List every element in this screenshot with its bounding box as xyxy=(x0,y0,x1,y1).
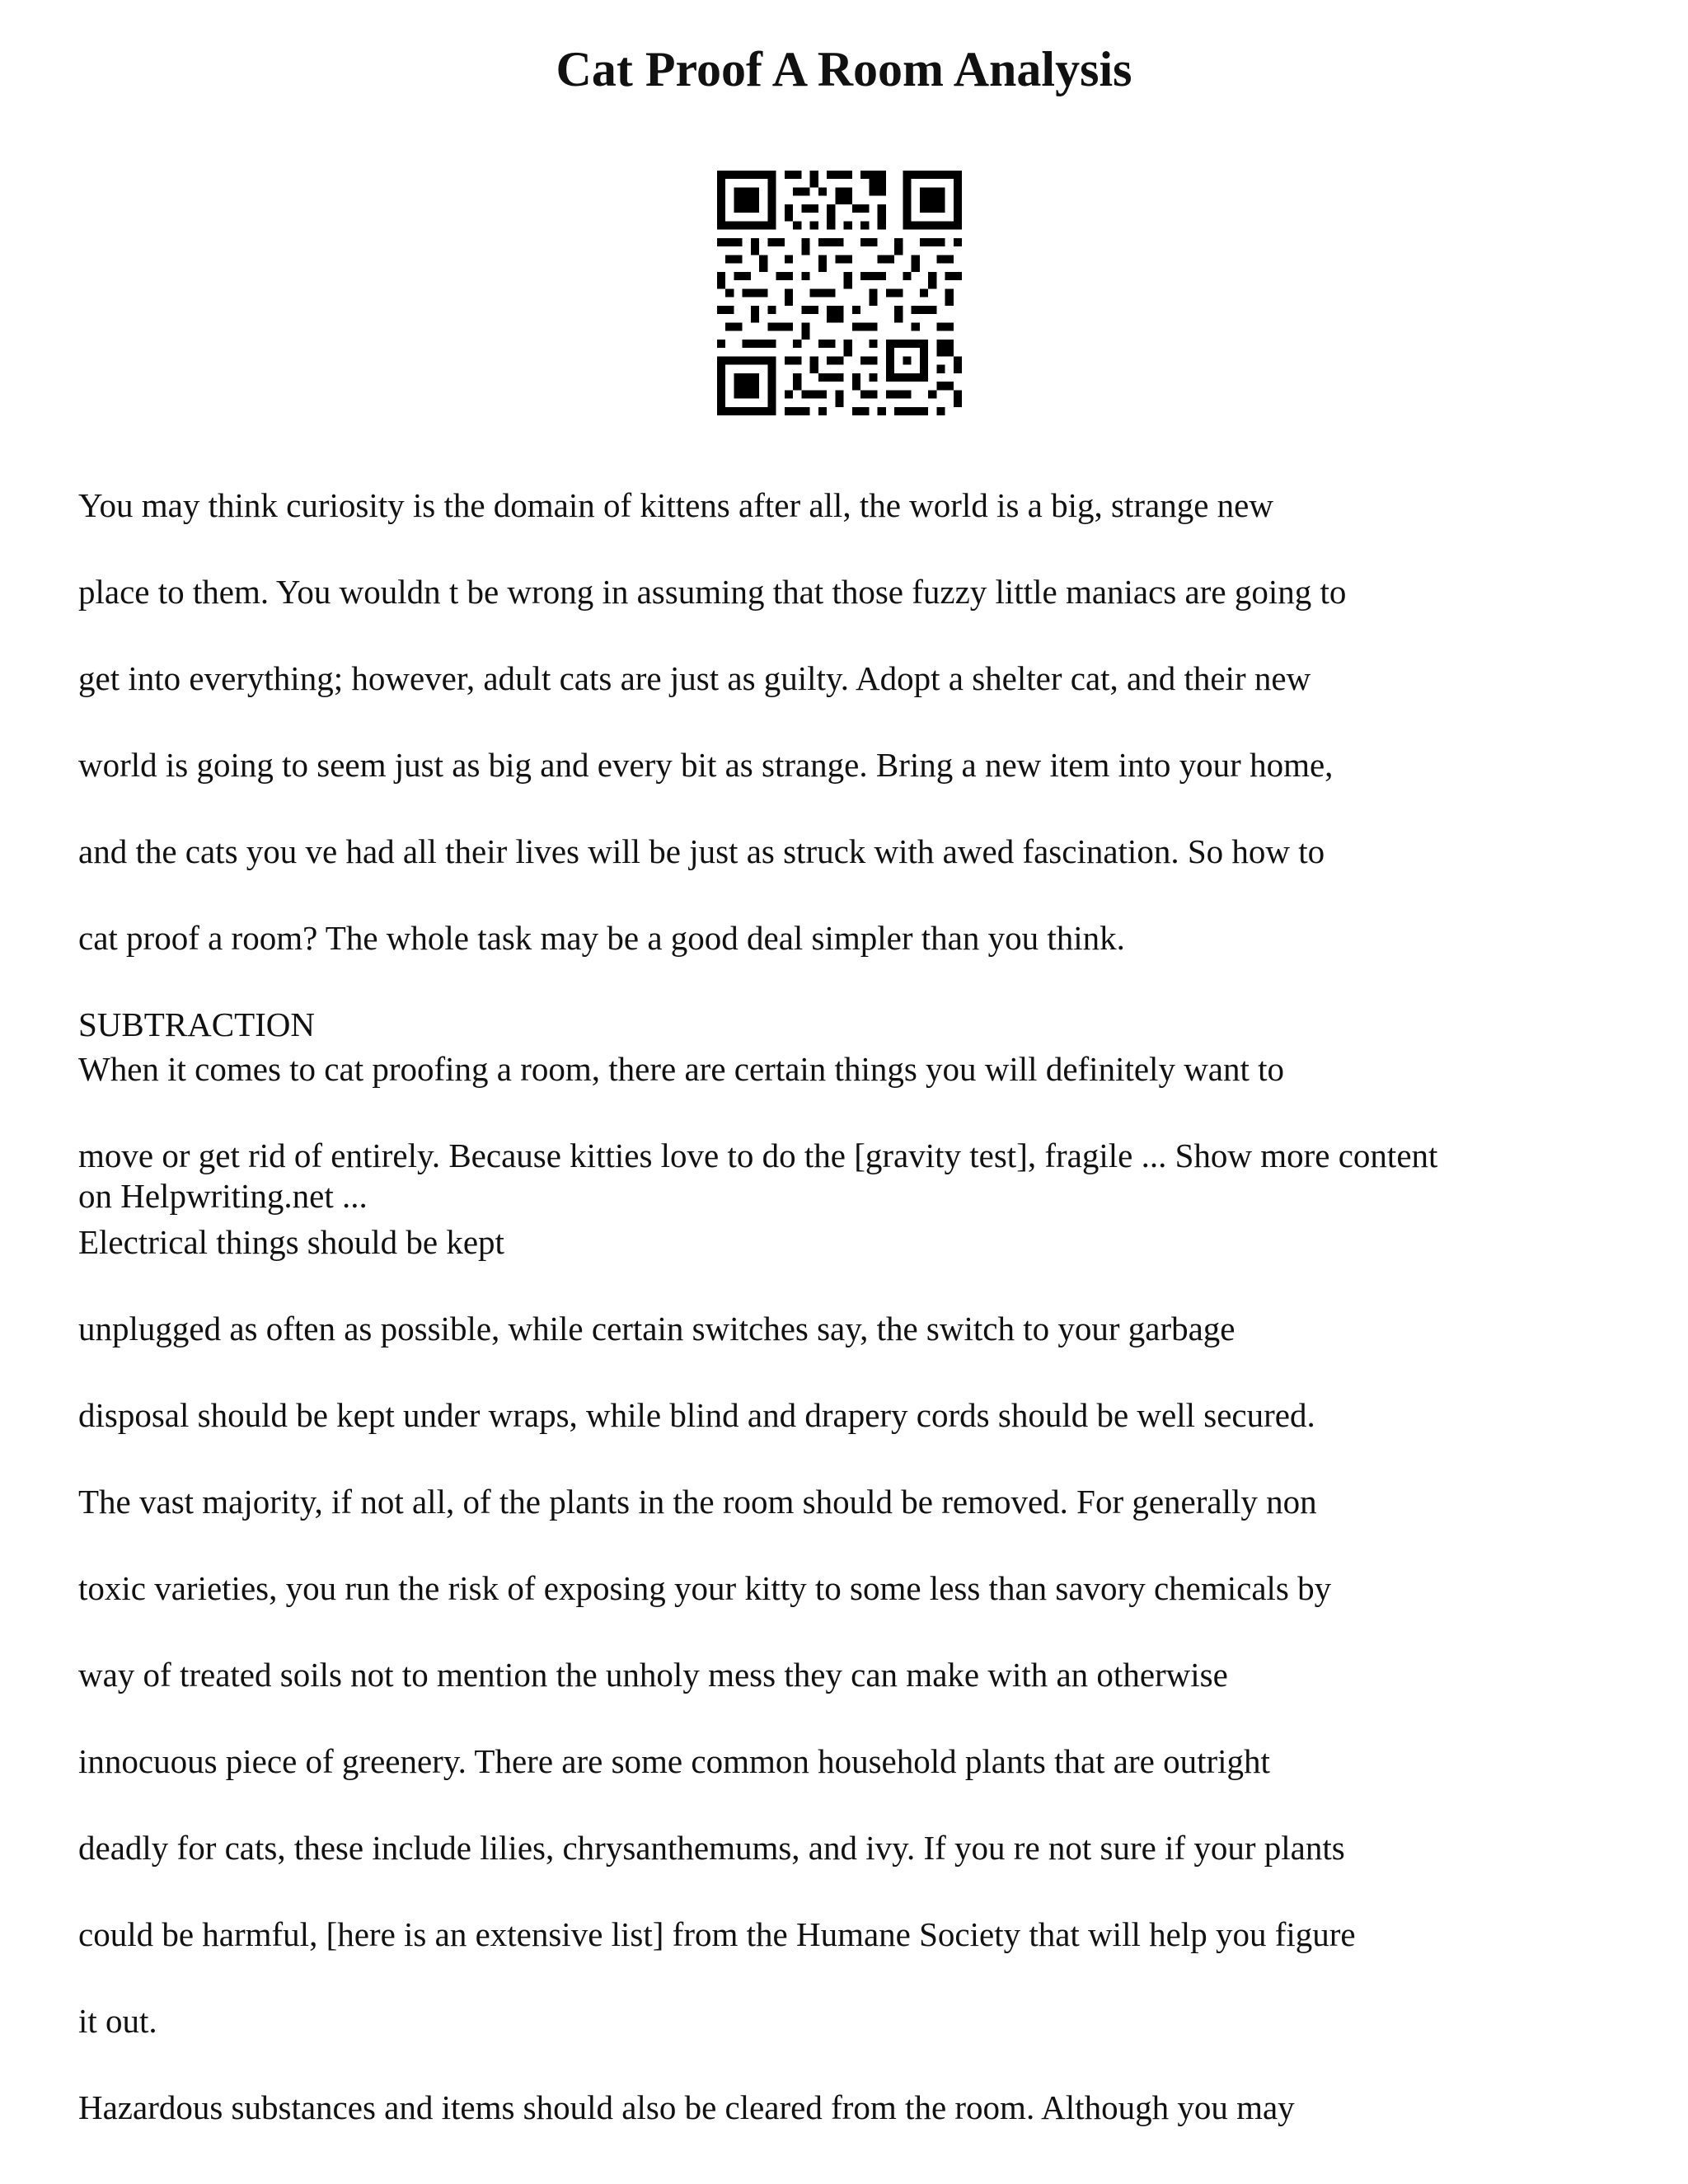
body-text-line: innocuous piece of greenery. There are some common household plants that are outright xyxy=(78,1742,1270,1780)
body-text-line: and the cats you ve had all their lives will be just as struck with awed fascination. So how to xyxy=(78,832,1325,870)
body-text-line: Hazardous substances and items should also be cleared from the room. Although you may xyxy=(78,2088,1295,2126)
body-text-line: unplugged as often as possible, while certain switches say, the switch to your garbage xyxy=(78,1310,1236,1347)
body-text-line: move or get rid of entirely. Because kitties love to do the [gravity test], fragile ... Show more content xyxy=(78,1137,1438,1174)
body-text-line: Electrical things should be kept xyxy=(78,1223,504,1261)
body-text-line: way of treated soils not to mention the unholy mess they can make with an otherwise xyxy=(78,1656,1228,1694)
body-text-line: toxic varieties, you run the risk of exposing your kitty to some less than savory chemicals by xyxy=(78,1569,1332,1607)
body-text-line: cat proof a room? The whole task may be a good deal simpler than you think. xyxy=(78,919,1125,957)
body-text-line: get into everything; however, adult cats are just as guilty. Adopt a shelter cat, and their new xyxy=(78,659,1311,697)
body-text-line: it out. xyxy=(78,2002,157,2040)
body-text-line: could be harmful, [here is an extensive list] from the Humane Society that will help you figure xyxy=(78,1915,1356,1953)
body-text-line: disposal should be kept under wraps, while blind and drapery cords should be well secured. xyxy=(78,1396,1315,1434)
body-text-line: place to them. You wouldn t be wrong in assuming that those fuzzy little maniacs are going to xyxy=(78,573,1347,611)
source-link-line: on Helpwriting.net ... xyxy=(78,1177,368,1215)
body-text-line: deadly for cats, these include lilies, chrysanthemums, and ivy. If you re not sure if your plants xyxy=(78,1829,1345,1867)
body-text-line: The vast majority, if not all, of the plants in the room should be removed. For generally non xyxy=(78,1483,1317,1521)
body-text-line: You may think curiosity is the domain of kittens after all, the world is a big, strange new xyxy=(78,486,1273,524)
section-heading: SUBTRACTION xyxy=(78,1005,316,1043)
body-text-line: When it comes to cat proofing a room, there are certain things you will definitely want to xyxy=(78,1050,1285,1088)
qr-code-icon xyxy=(717,171,962,415)
page-title: Cat Proof A Room Analysis xyxy=(556,42,1132,96)
body-text-line: world is going to seem just as big and every bit as strange. Bring a new item into your home, xyxy=(78,746,1334,784)
